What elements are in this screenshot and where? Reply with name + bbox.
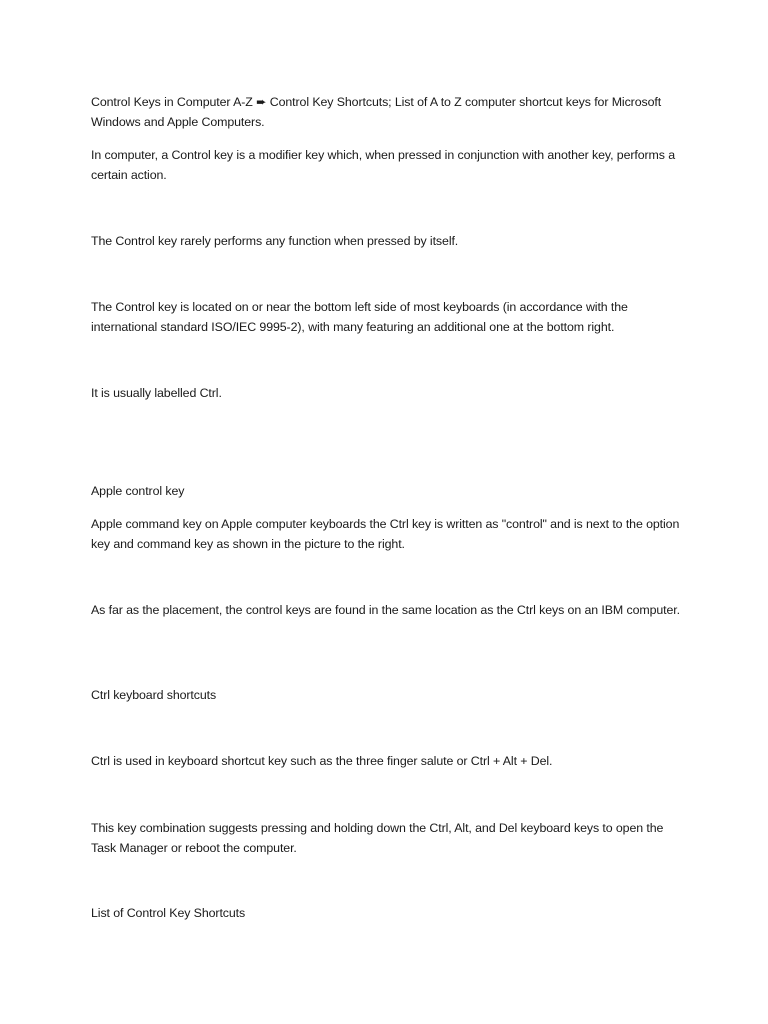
placement-paragraph: As far as the placement, the control keys are found in the same location as the Ctrl keys on an IBM computer. bbox=[91, 603, 680, 617]
ctrl-shortcuts-heading: Ctrl keyboard shortcuts bbox=[91, 688, 217, 702]
shortcut-list-heading: List of Control Key Shortcuts bbox=[91, 906, 246, 920]
apple-command-paragraph: Apple command key on Apple computer keyboards the Ctrl key is written as "control" and is next to the option key and command key as shown in the picture to the right. bbox=[91, 517, 680, 551]
three-finger-salute-paragraph: Ctrl is used in keyboard shortcut key such as the three finger salute or Ctrl + Alt + Del. bbox=[91, 754, 553, 768]
function-paragraph: The Control key rarely performs any function when pressed by itself. bbox=[91, 234, 459, 248]
key-combination-paragraph: This key combination suggests pressing and holding down the Ctrl, Alt, and Del keyboard keys to open the Task Manager or reboot the computer. bbox=[91, 821, 664, 855]
apple-control-key-heading: Apple control key bbox=[91, 484, 185, 498]
location-paragraph: The Control key is located on or near the bottom left side of most keyboards (in accordance with the international standard ISO/IEC 9995-2), with many featuring an additional one at the bottom right. bbox=[91, 300, 628, 334]
label-paragraph: It is usually labelled Ctrl. bbox=[91, 386, 222, 400]
intro-paragraph: Control Keys in Computer A-Z ➨ Control Key Shortcuts; List of A to Z computer shortcut keys for Microsoft Windows and Apple Computers. bbox=[91, 95, 662, 129]
definition-paragraph: In computer, a Control key is a modifier key which, when pressed in conjunction with another key, performs a certain action. bbox=[91, 148, 676, 182]
